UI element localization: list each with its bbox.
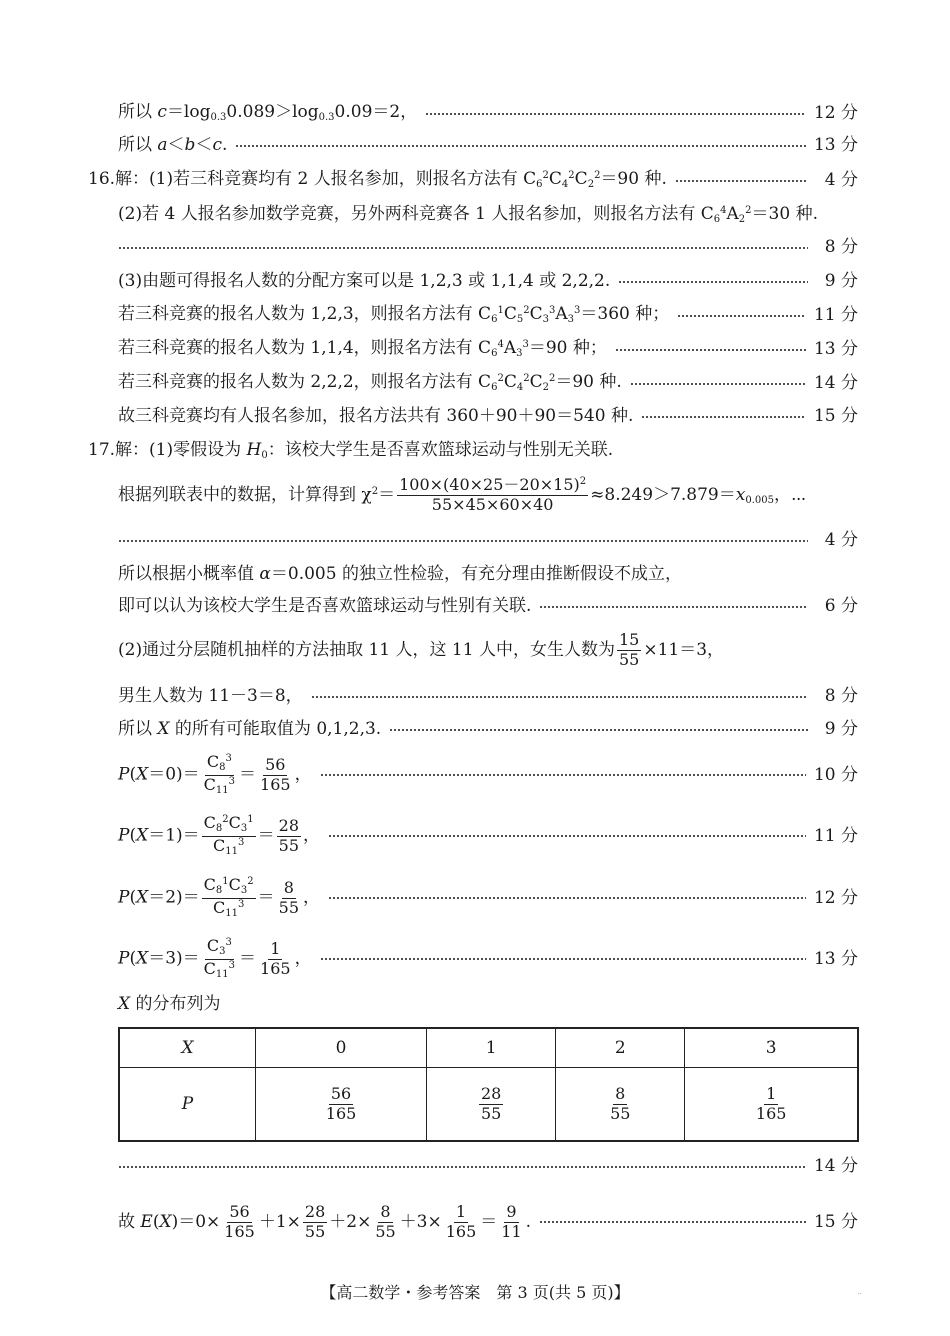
- table-header-row: [119, 1028, 858, 1068]
- answer-line-1: [118, 104, 858, 123]
- answer-line-20: [118, 815, 858, 857]
- line-text: X 的分布列为: [118, 994, 221, 1014]
- answer-line-23: [118, 996, 858, 1013]
- table-cell: 3: [685, 1028, 858, 1068]
- dot-leader: [539, 606, 808, 608]
- score-label: 4 分: [824, 530, 858, 550]
- dot-leader: [328, 835, 806, 837]
- table-cell: $\frac{56}{165}$: [256, 1068, 427, 1142]
- line-text: P(X＝3)＝ $\frac{C_3^3}{C_{11}^3}$ ＝ $\frac{1}{165}$ ，: [118, 936, 312, 980]
- table-cell: $\frac{1}{165}$: [685, 1068, 858, 1142]
- table-cell: 1: [427, 1028, 556, 1068]
- answer-line-12: [118, 477, 858, 514]
- table-cell: P: [119, 1068, 256, 1142]
- score-label: 13 分: [813, 135, 858, 155]
- dot-leader: [675, 180, 808, 182]
- distribution-table: [118, 1027, 859, 1142]
- dot-leader: [425, 113, 806, 115]
- answer-line-4: [118, 206, 858, 225]
- line-text: P(X＝2)＝ $\frac{C_8^1C_3^2}{C_{11}^3}$ ＝ $\frac{8}{55}$ ，: [118, 875, 321, 919]
- line-text: P(X＝1)＝ $\frac{C_8^2C_3^1}{C_{11}^3}$ ＝ $\frac{28}{55}$ ，: [118, 813, 321, 857]
- score-label: 8 分: [824, 237, 858, 257]
- score-label: 13 分: [813, 948, 858, 969]
- dot-leader: [389, 729, 808, 731]
- line-text: 故 E(X)＝0× $\frac{56}{165}$ ＋1× $\frac{28}{55}$ ＋2× $\frac{8}{55}$ ＋3× $\frac{1}{165}$ ＝ $\frac{9}{11}$ .: [118, 1202, 532, 1241]
- answer-line-5: [118, 239, 858, 256]
- line-text: (3)由题可得报名人数的分配方案可以是 1,2,3 或 1,1,4 或 2,2,2.: [118, 271, 611, 291]
- line-text: 若三科竞赛的报名人数为 2,2,2，则报名方法有 $C_6^2C_4^2C_2^2=90$ 种.: [118, 372, 622, 393]
- line-text: 所以根据小概率值 α＝0.005 的独立性检验，有充分理由推断假设不成立，: [118, 564, 682, 584]
- answer-line-24: [118, 1158, 858, 1175]
- dot-leader: [641, 416, 806, 418]
- corner-mark: ··: [857, 1290, 862, 1298]
- score-label: 13 分: [813, 339, 858, 359]
- table-cell: 0: [256, 1028, 427, 1068]
- score-label: 15 分: [813, 406, 858, 426]
- answer-line-14: [118, 566, 858, 583]
- line-text: 所以 $c=\log_{0.3}0.089>\log_{0.3}0.09=2$，: [118, 102, 418, 123]
- line-text: 根据列联表中的数据，计算得到 $\chi^2=$ $\frac{100\times(40\times 25-20\times 15)^2}{55\times 45\times 60\times 40}$ $\approx 8.249>7.879=x_{0.005}$，⋯: [118, 475, 807, 514]
- answer-line-25: [118, 1204, 858, 1241]
- line-text: (2)通过分层随机抽样的方法抽取 11 人，这 11 人中，女生人数为 $\frac{15}{55}$ ×11＝3，: [118, 630, 725, 669]
- dot-leader: [328, 897, 806, 899]
- score-label: 14 分: [813, 1156, 858, 1176]
- score-label: 10 分: [813, 764, 858, 785]
- line-text: 故三科竞赛均有人报名参加，报名方法共有 360＋90＋90＝540 种.: [118, 406, 634, 426]
- score-label: 9 分: [824, 719, 858, 739]
- answer-line-16: [118, 632, 858, 669]
- line-text: 若三科竞赛的报名人数为 1,2,3，则报名方法有 $C_6^1C_5^2C_3^3A_3^3=360$ 种；: [118, 304, 670, 325]
- table-cell: X: [119, 1028, 256, 1068]
- dot-leader: [320, 958, 806, 960]
- answer-line-10: [118, 408, 858, 425]
- line-text: 所以 a＜b＜c.: [118, 135, 228, 155]
- chi-square-fraction: $\frac{100\times(40\times 25-20\times 15)^2}{55\times 45\times 60\times 40}$: [399, 475, 587, 514]
- dot-leader: [118, 1166, 806, 1168]
- dot-leader: [118, 247, 808, 249]
- answer-line-6: [118, 273, 858, 290]
- line-text: 所以 X 的所有可能取值为 0,1,2,3.: [118, 719, 382, 739]
- answer-line-17: [118, 688, 858, 705]
- score-label: 12 分: [813, 103, 858, 123]
- table-cell: $\frac{28}{55}$: [427, 1068, 556, 1142]
- line-text: 17.解：(1)零假设为 $H_0$：该校大学生是否喜欢篮球运动与性别无关联.: [88, 440, 614, 461]
- answer-line-21: [118, 877, 858, 919]
- score-label: 14 分: [813, 373, 858, 393]
- answer-line-7: [118, 306, 858, 325]
- answer-line-15: [118, 598, 858, 615]
- line-text: P(X＝0)＝ $\frac{C_8^3}{C_{11}^3}$ ＝ $\frac{56}{165}$ ，: [118, 752, 312, 796]
- line-text: 男生人数为 11－3＝8，: [118, 686, 303, 706]
- score-label: 9 分: [824, 271, 858, 291]
- score-label: 11 分: [813, 305, 858, 325]
- answer-line-22: [118, 938, 858, 980]
- line-text: 若三科竞赛的报名人数为 1,1,4，则报名方法有 $C_6^4A_3^3=90$ 种；: [118, 338, 607, 359]
- dot-leader: [118, 540, 808, 542]
- score-label: 15 分: [813, 1211, 858, 1232]
- line-text: (2)若 4 人报名参加数学竞赛，另外两科竞赛各 1 人报名参加，则报名方法有 $C_6^4A_2^2=30$ 种.: [118, 204, 818, 225]
- dot-leader: [630, 383, 806, 385]
- dot-leader: [677, 315, 806, 317]
- line-text: 16.解：(1)若三科竞赛均有 2 人报名参加，则报名方法有 $C_6^2C_4^2C_2^2=90$ 种.: [88, 169, 667, 190]
- dot-leader: [618, 281, 808, 283]
- answer-line-9: [118, 374, 858, 393]
- dot-leader: [320, 774, 806, 776]
- score-label: 11 分: [813, 825, 858, 846]
- dot-leader: [615, 349, 806, 351]
- line-text: 即可以认为该校大学生是否喜欢篮球运动与性别有关联.: [118, 596, 532, 616]
- score-label: 4 分: [824, 170, 858, 190]
- table-cell: 2: [556, 1028, 685, 1068]
- dot-leader: [235, 145, 806, 147]
- page-footer: 【高二数学・参考答案 第 3 页(共 5 页)】: [320, 1283, 630, 1302]
- answer-line-3: [88, 171, 858, 190]
- score-label: 8 分: [824, 686, 858, 706]
- score-label: 6 分: [824, 596, 858, 616]
- table-row: [119, 1068, 858, 1142]
- dot-leader: [539, 1221, 806, 1223]
- answer-line-11: [88, 442, 858, 461]
- answer-line-19: [118, 754, 858, 796]
- answer-line-13: [118, 532, 858, 549]
- answer-line-18: [118, 721, 858, 738]
- dot-leader: [311, 696, 808, 698]
- table-cell: $\frac{8}{55}$: [556, 1068, 685, 1142]
- answer-line-2: [118, 137, 858, 154]
- score-label: 12 分: [813, 887, 858, 908]
- answer-line-8: [118, 340, 858, 359]
